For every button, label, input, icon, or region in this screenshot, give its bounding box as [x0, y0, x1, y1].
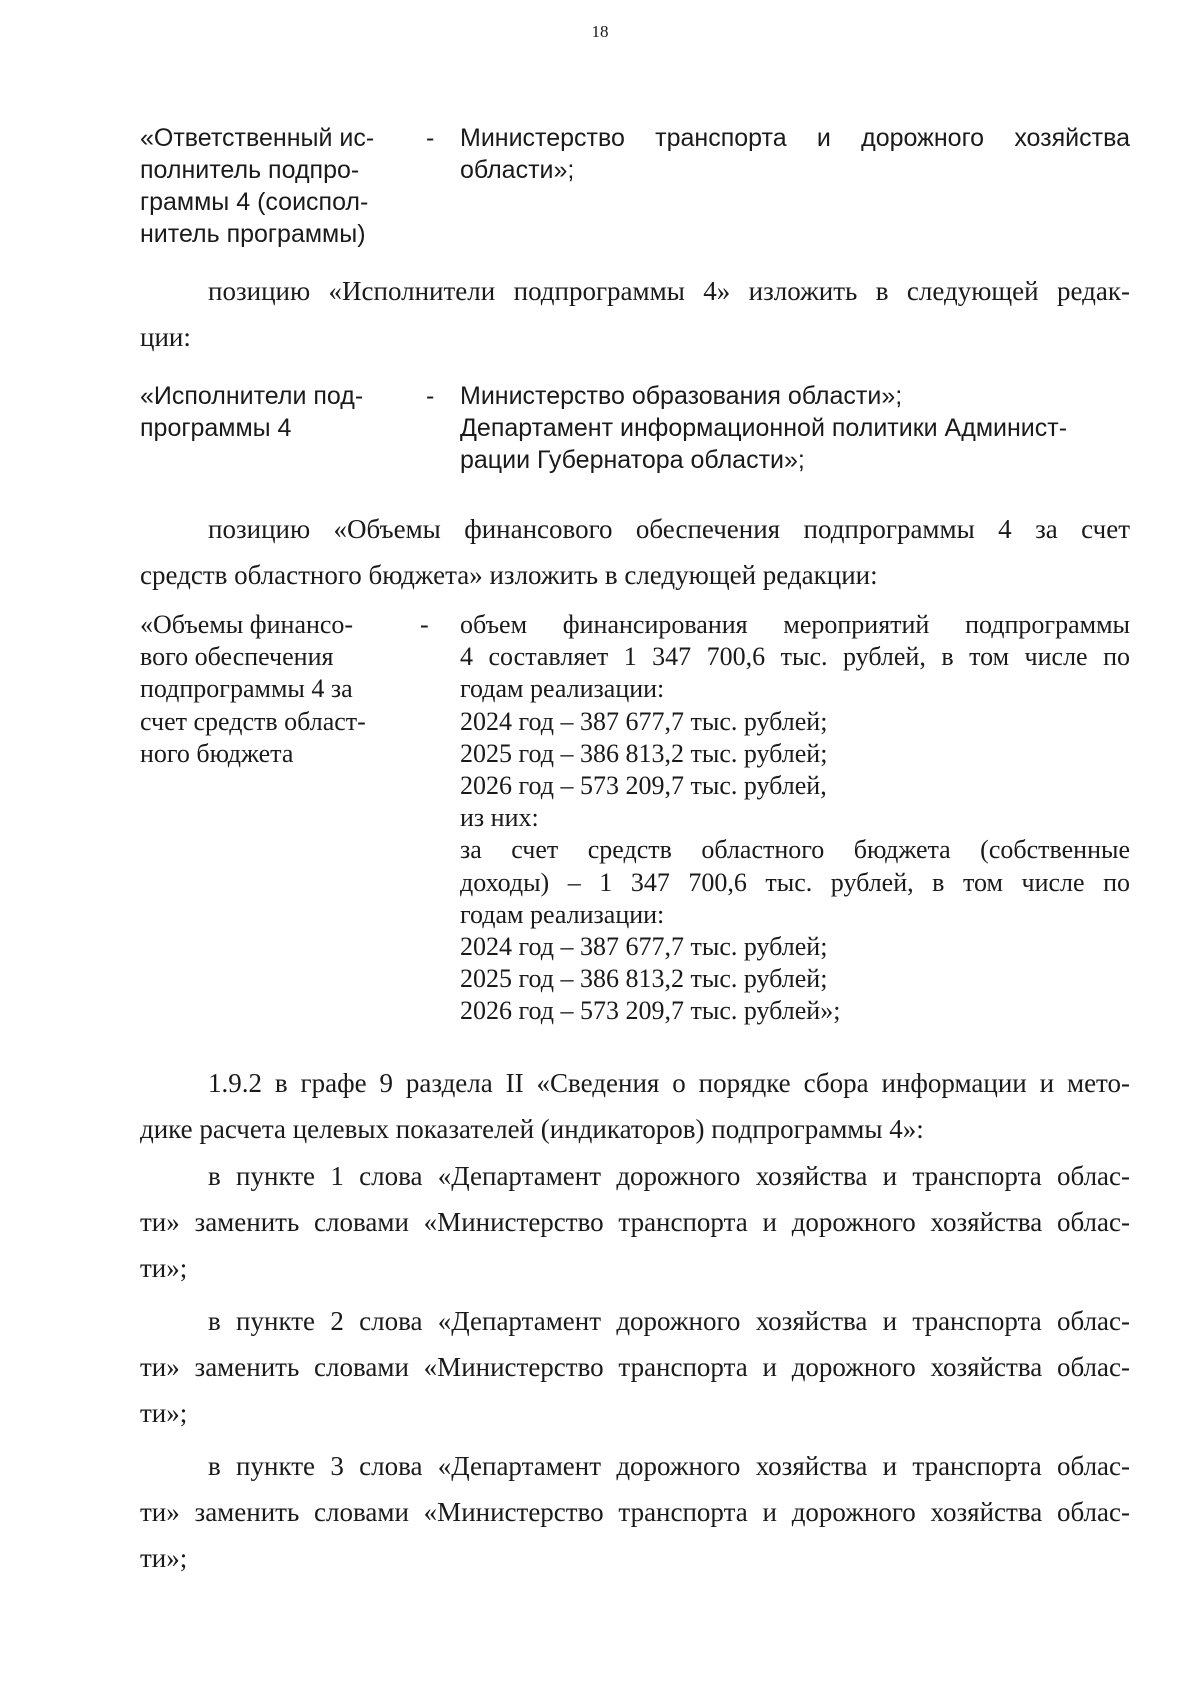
position-label [140, 609, 416, 1028]
paragraph-line: ти» заменить словами «Министерство транспорта и дорожного хозяйства облас- [140, 1352, 1130, 1382]
value-line: годам реализации: [460, 674, 665, 704]
paragraph-line: ти»; [140, 1543, 188, 1573]
value-line: 2025 год – 386 813,2 тыс. рублей; [460, 964, 828, 994]
paragraph-item-1 [140, 1153, 1130, 1291]
value-line: 2024 год – 387 677,7 тыс. рублей; [460, 706, 828, 736]
paragraph-item-3 [140, 1443, 1130, 1581]
paragraph-line: 1.9.2 в графе 9 раздела II «Сведения о порядке сбора информации и мето- [208, 1068, 1130, 1098]
value-line: Министерство образования области»; [460, 382, 903, 410]
value-line: Министерство транспорта и дорожного хозяйства [460, 124, 1130, 152]
value-line: 2026 год – 573 209,7 тыс. рублей»; [460, 996, 841, 1026]
value-line: рации Губернатора области»; [460, 446, 805, 474]
label-line: нитель программы) [140, 220, 366, 248]
position-row [140, 609, 1130, 1028]
label-line: вого обеспечения [140, 642, 334, 672]
paragraph-line: ции: [140, 322, 191, 352]
position-value [460, 609, 1130, 1028]
value-line: Департамент информационной политики Админист- [460, 414, 1068, 442]
label-line: граммы 4 (соиспол- [140, 188, 369, 216]
paragraph-line: позицию «Объемы финансового обеспечения подпрограммы 4 за счет [208, 514, 1130, 544]
position-dash: - [420, 610, 429, 639]
paragraph-1-9-2 [140, 1060, 1130, 1152]
label-line: полнитель подпро- [140, 156, 360, 184]
value-line: из них: [460, 803, 539, 833]
position-responsible-executor [140, 122, 1130, 250]
label-line: «Ответственный ис- [140, 124, 375, 152]
value-line: за счет средств областного бюджета (собственные [460, 835, 1130, 865]
position-dash: - [426, 124, 435, 152]
position-value [460, 380, 1130, 476]
value-line: доходы) – 1 347 700,6 тыс. рублей, в том числе по [460, 867, 1130, 897]
paragraph-volumes [140, 506, 1130, 598]
value-line: 2026 год – 573 209,7 тыс. рублей, [460, 771, 827, 801]
paragraph-line: дике расчета целевых показателей (индикаторов) подпрограммы 4»: [140, 1114, 924, 1144]
value-line: объем финансирования мероприятий подпрограммы [460, 610, 1130, 639]
position-dash: - [426, 382, 435, 410]
position-label [140, 122, 422, 250]
position-row [140, 380, 1130, 476]
paragraph-item-2 [140, 1298, 1130, 1436]
paragraph-line: ти» заменить словами «Министерство транспорта и дорожного хозяйства облас- [140, 1497, 1130, 1527]
page-number: 18 [591, 22, 609, 41]
position-row [140, 122, 1130, 250]
paragraph-line: в пункте 1 слова «Департамент дорожного хозяйства и транспорта облас- [208, 1161, 1130, 1191]
position-volumes [140, 609, 1130, 1028]
label-line: программы 4 [140, 414, 292, 442]
paragraph-line: ти» заменить словами «Министерство транспорта и дорожного хозяйства облас- [140, 1207, 1130, 1237]
position-executors [140, 380, 1130, 476]
paragraph-line: в пункте 3 слова «Департамент дорожного хозяйства и транспорта облас- [208, 1451, 1130, 1481]
paragraph-line: средств областного бюджета» изложить в следующей редакции: [140, 560, 878, 590]
paragraph-line: ти»; [140, 1398, 188, 1428]
label-line: «Объемы финансо- [140, 610, 354, 639]
value-line: годам реализации: [460, 899, 665, 929]
value-line: области»; [460, 156, 575, 184]
position-value [460, 122, 1130, 250]
value-line: 2024 год – 387 677,7 тыс. рублей; [460, 932, 828, 962]
label-line: подпрограммы 4 за [140, 674, 353, 704]
label-line: счет средств област- [140, 706, 366, 736]
value-line: 4 составляет 1 347 700,6 тыс. рублей, в том числе по [460, 642, 1130, 672]
paragraph-executors [140, 268, 1130, 360]
value-line: 2025 год – 386 813,2 тыс. рублей; [460, 738, 828, 768]
paragraph-line: ти»; [140, 1253, 188, 1283]
label-line: ного бюджета [140, 738, 294, 768]
paragraph-line: в пункте 2 слова «Департамент дорожного хозяйства и транспорта облас- [208, 1306, 1130, 1336]
label-line: «Исполнители под- [140, 382, 364, 410]
position-label [140, 380, 422, 476]
paragraph-line: позицию «Исполнители подпрограммы 4» изложить в следующей редак- [208, 276, 1130, 306]
